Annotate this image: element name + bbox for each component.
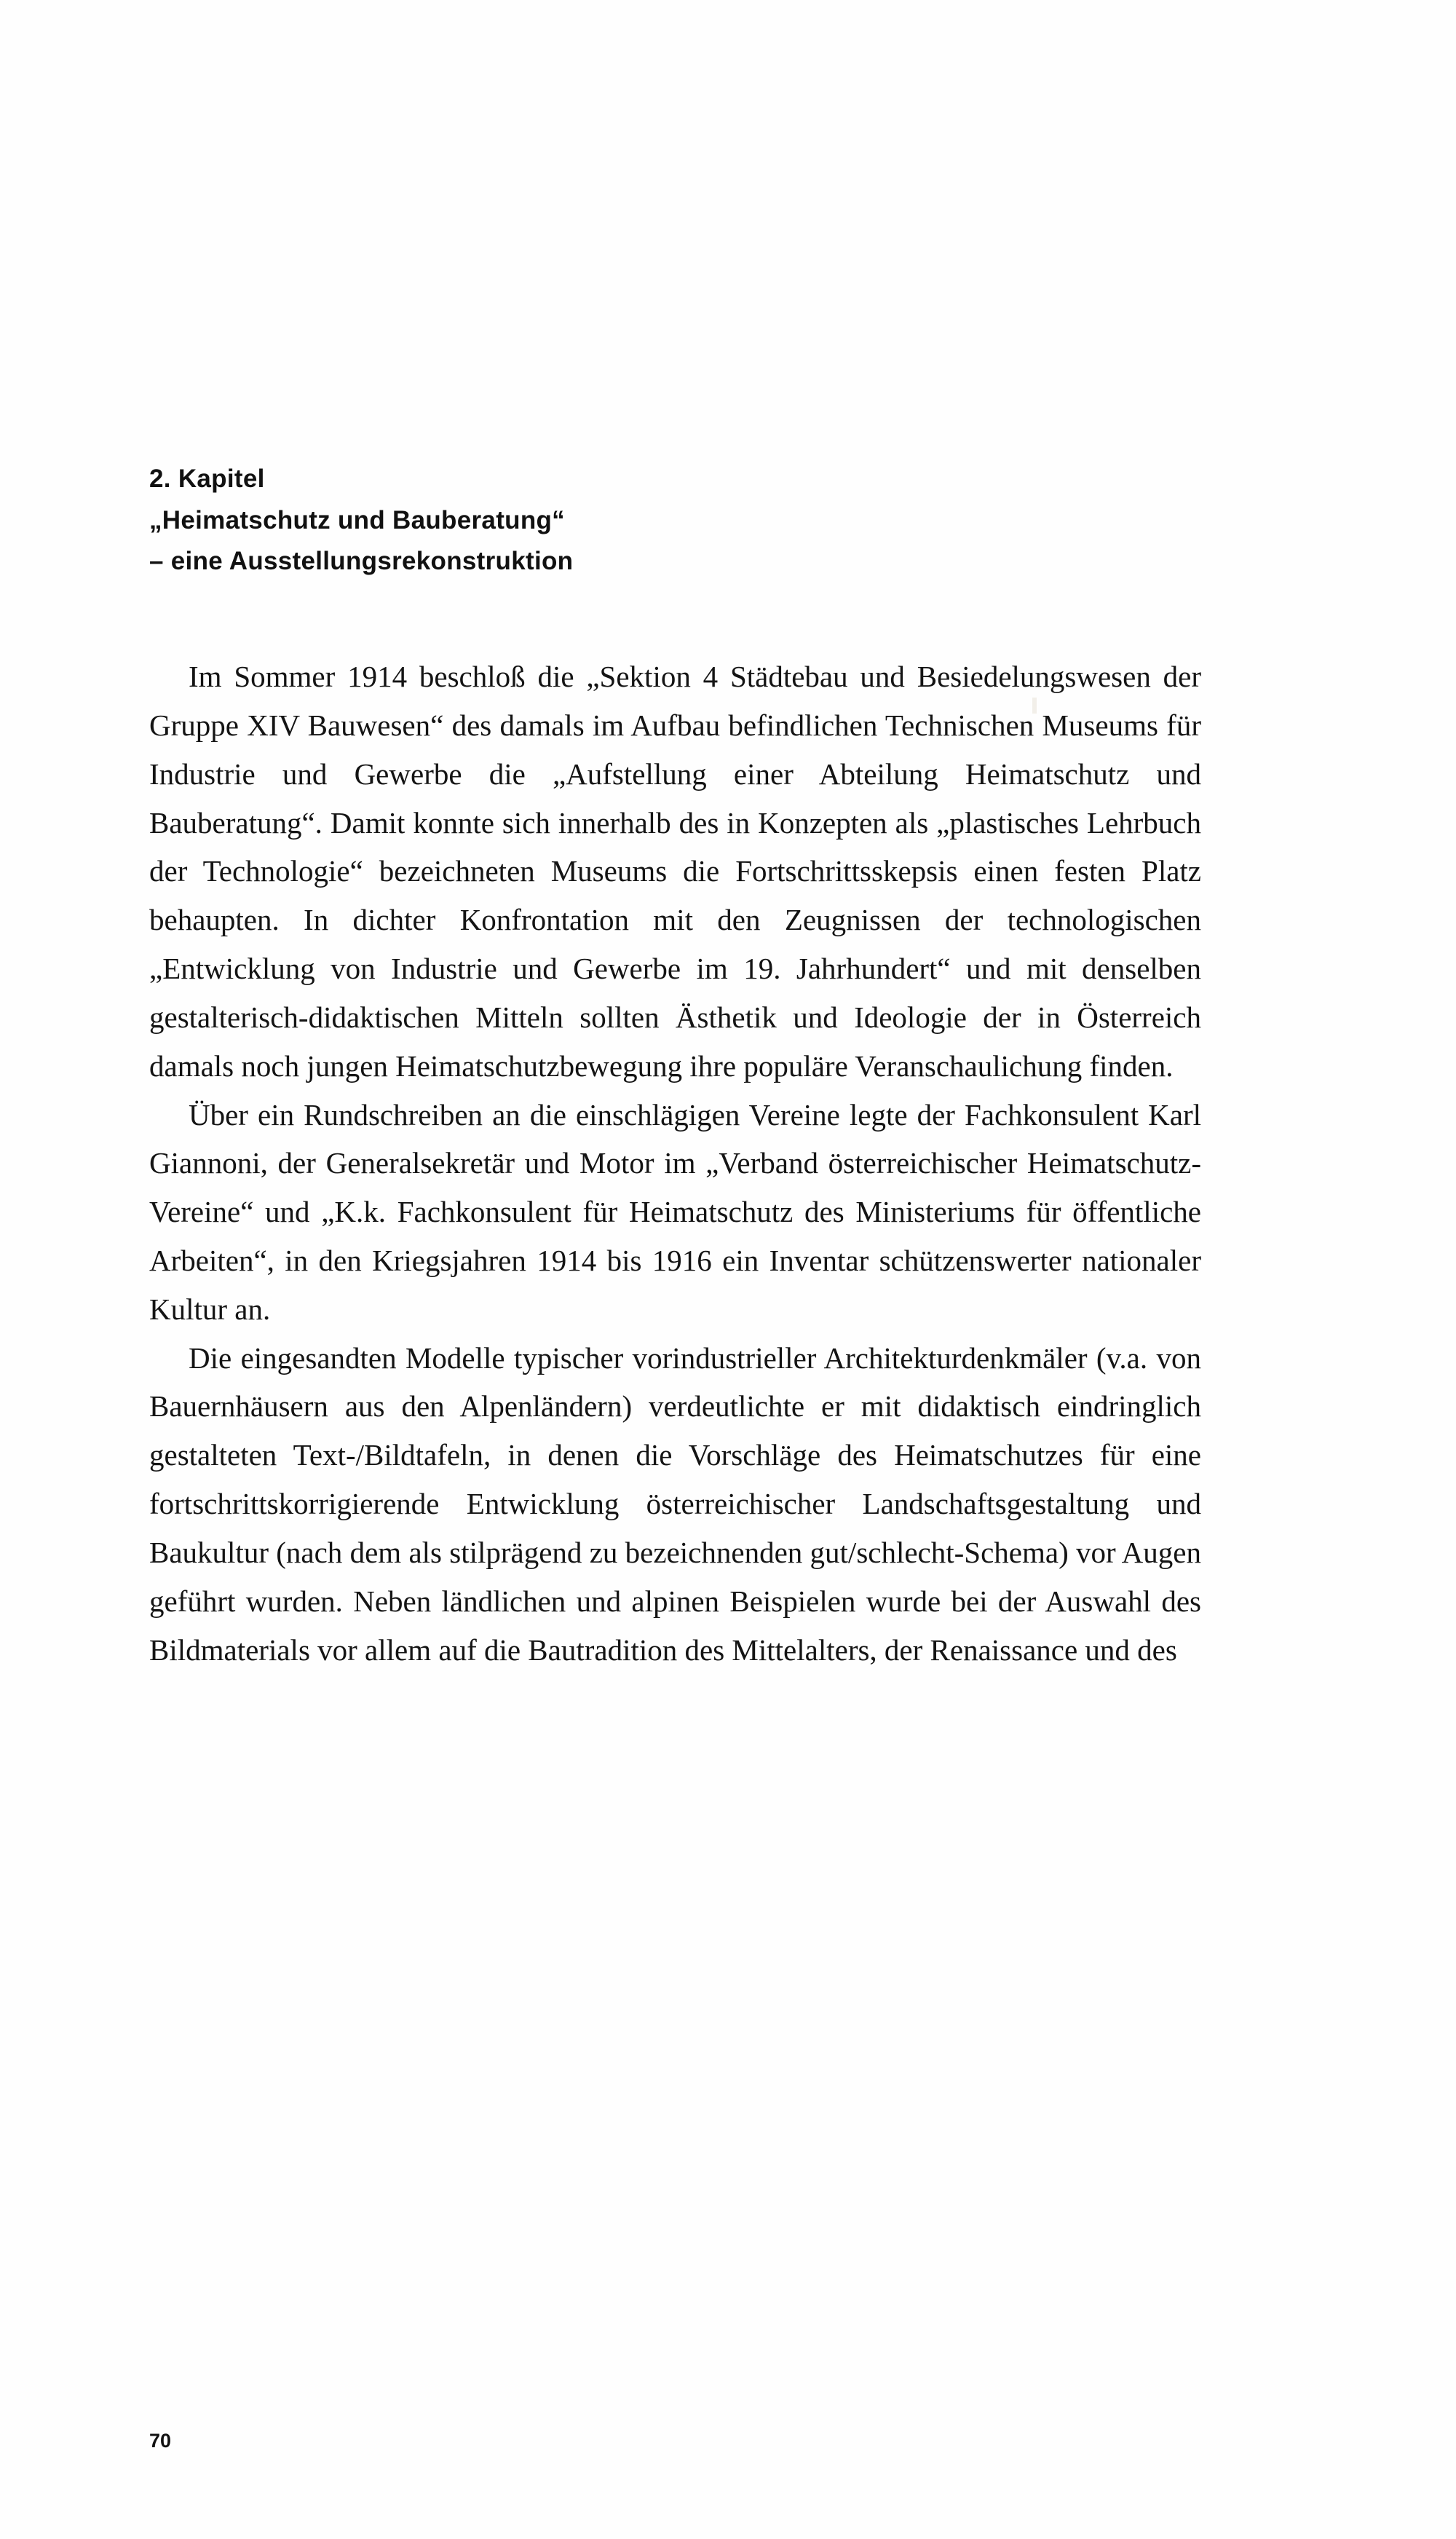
page-number: 70 <box>149 2430 172 2452</box>
chapter-number-label: 2. Kapitel <box>149 465 265 493</box>
paragraph-2: Über ein Rundschreiben an die einschlägigen Vereine legte der Fachkonsulent Karl Giannoni, der Generalsekretär und Motor im „Verband österreichischer Heimatschutz-Vereine“ und „K.k. Fachkonsulent für Heimatschutz des Ministeriums für öffentliche Arbeiten“, in den Kriegsjahren 1914 bis 1916 ein Inventar schützenswerter nationaler Kultur an. <box>149 1097 1201 1326</box>
heading-body-spacer <box>149 583 1201 652</box>
page-content <box>149 459 1201 1674</box>
body-text <box>149 652 1201 1674</box>
chapter-heading <box>149 459 1201 583</box>
paragraph-3: Die eingesandten Modelle typischer vorindustrieller Architekturdenkmäler (v.a. von Bauernhäusern aus den Alpenländern) verdeutlichte er mit didaktisch eindringlich gestalteten Text-/Bildtafeln, in denen die Vorschläge des Heimatschutzes für eine fortschrittskorrigierende Entwicklung österreichischer Landschaftsgestaltung und Baukultur (nach dem als stilprägend zu bezeichnenden gut/schlecht-Schema) vor Augen geführt wurden. Neben ländlichen und alpinen Beispielen wurde bei der Auswahl des Bildmaterials vor allem auf die Bautradition des Mittelalters, der Renaissance und des <box>149 1340 1201 1667</box>
chapter-title-line-2: – eine Ausstellungsrekonstruktion <box>149 547 574 576</box>
chapter-title-line-1: „Heimatschutz und Bauberatung“ <box>149 505 565 534</box>
paragraph-1: Im Sommer 1914 beschloß die „Sektion 4 Städtebau und Besiedelungswesen der Gruppe XIV Bauwesen“ des damals im Aufbau befindlichen Technischen Museums für Industrie und Gewerbe die „Aufstellung einer Abteilung Heimatschutz und Bauberatung“. Damit konnte sich innerhalb des in Konzepten als „plastisches Lehrbuch der Technologie“ bezeichneten Museums die Fortschrittsskepsis einen festen Platz behaupten. In dichter Konfrontation mit den Zeugnissen der technologischen „Entwicklung von Industrie und Gewerbe im 19. Jahrhundert“ und mit denselben gestalterisch-didaktischen Mitteln sollten Ästhetik und Ideologie der in Österreich damals noch jungen Heimatschutzbewegung ihre populäre Veranschaulichung finden. <box>149 660 1201 1083</box>
